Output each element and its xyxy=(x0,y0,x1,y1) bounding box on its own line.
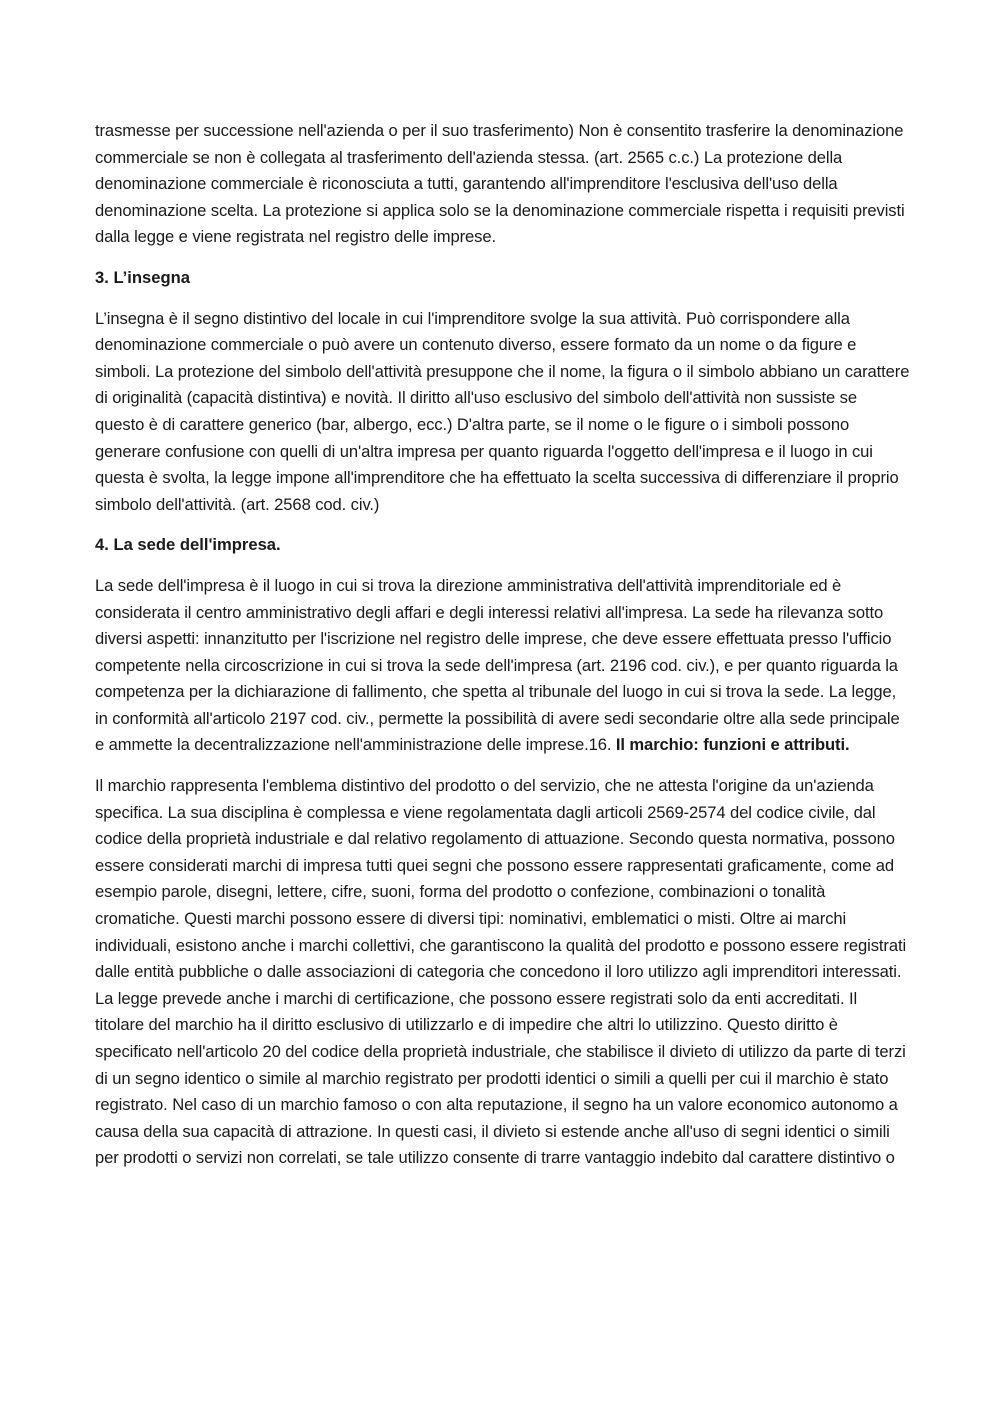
heading-sede-impresa: 4. La sede dell'impresa. xyxy=(95,535,281,555)
paragraph-denominazione: trasmesse per successione nell'azienda o per il suo trasferimento) Non è consentito trasferire la denominazione commerciale se non è collegata al trasferimento dell'azienda stessa. (art. 2565 c.c.) La protezione della denominazione commerciale è riconosciuta a tutti, garantendo all'imprenditore l'esclusiva dell'uso della denominazione scelta. La protezione si applica solo se la denominazione commerciale rispetta i requisiti previsti dalla legge e viene registrata nel registro delle imprese. xyxy=(95,121,905,247)
paragraph-sede-impresa xyxy=(95,573,910,759)
document-page xyxy=(95,118,910,1186)
paragraph-marchio: Il marchio rappresenta l'emblema distintivo del prodotto o del servizio, che ne attesta l'origine da un'azienda specifica. La sua disciplina è complessa e viene regolamentata dagli articoli 2569-2574 del codice civile, dal codice della proprietà industriale e dal relativo regolamento di attuazione. Secondo questa normativa, possono essere considerati marchi di impresa tutti quei segni che possono essere rappresentati graficamente, come ad esempio parole, disegni, lettere, cifre, suoni, forma del prodotto o confezione, combinazioni o tonalità cromatiche. Questi marchi possono essere di diversi tipi: nominativi, emblematici o misti. Oltre ai marchi individuali, esistono anche i marchi collettivi, che garantiscono la qualità del prodotto e possono essere registrati dalle entità pubbliche o dalle associazioni di categoria che concedono il loro utilizzo agli imprenditori interessati. La legge prevede anche i marchi di certificazione, che possono essere registrati solo da enti accreditati. Il titolare del marchio ha il diritto esclusivo di utilizzarlo e di impedire che altri lo utilizzino. Questo diritto è specificato nell'articolo 20 del codice della proprietà industriale, che stabilisce il divieto di utilizzo da parte di terzi di un segno identico o simile al marchio registrato per prodotti identici o simili a quelli per cui il marchio è stato registrato. Nel caso di un marchio famoso o con alta reputazione, il segno ha un valore economico autonomo a causa della sua capacità di attrazione. In questi casi, il divieto si estende anche all'uso di segni identici o simili per prodotti o servizi non correlati, se tale utilizzo consente di trarre vantaggio indebito dal carattere distintivo o xyxy=(95,776,907,1168)
heading-marchio-inline: Il marchio: funzioni e attributi. xyxy=(615,735,850,755)
paragraph-insegna: L’insegna è il segno distintivo del locale in cui l'imprenditore svolge la sua attività. Può corrispondere alla denominazione commerciale o può avere un contenuto diverso, essere formato da un nome o da figure e simboli. La protezione del simbolo dell'attività presuppone che il nome, la figura o il simbolo abbiano un carattere di originalità (capacità distintiva) e novità. Il diritto all'uso esclusivo del simbolo dell'attività non sussiste se questo è di carattere generico (bar, albergo, ecc.) D'altra parte, se il nome o le figure o i simboli possono generare confusione con quelli di un'altra impresa per quanto riguarda l'oggetto dell'impresa e il luogo in cui questa è svolta, la legge impone all'imprenditore che ha effettuato la scelta successiva di differenziare il proprio simbolo dell'attività. (art. 2568 cod. civ.) xyxy=(95,308,910,514)
heading-insegna: 3. L’insegna xyxy=(95,267,190,287)
paragraph-sede-text: La sede dell'impresa è il luogo in cui si trova la direzione amministrativa dell'attività imprenditoriale ed è considerata il centro amministrativo degli affari e degli interessi relativi all'impresa. La sede ha rilevanza sotto diversi aspetti: innanzitutto per l'iscrizione nel registro delle imprese, che deve essere effettuata presso l'ufficio competente nella circoscrizione in cui si trova la sede dell'impresa (art. 2196 cod. civ.), e per quanto riguarda la competenza per la dichiarazione di fallimento, che spetta al tribunale del luogo in cui si trova la sede. La legge, in conformità all'articolo 2197 cod. civ., permette la possibilità di avere sedi secondarie oltre alla sede principale e ammette la decentralizzazione nell'amministrazione delle imprese.16. xyxy=(95,575,900,755)
